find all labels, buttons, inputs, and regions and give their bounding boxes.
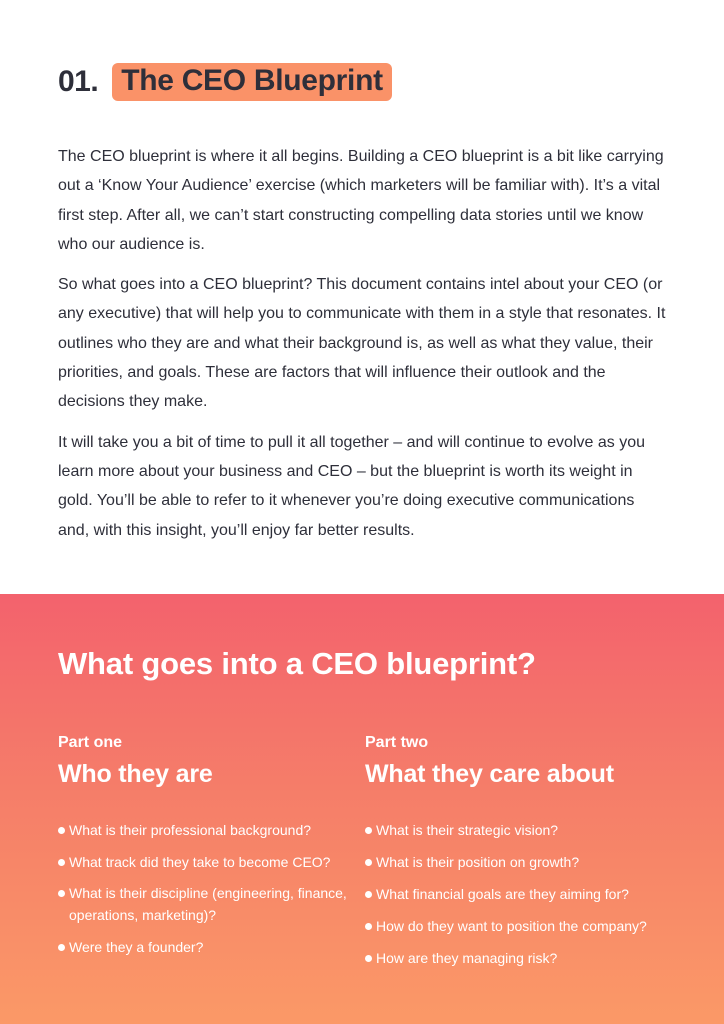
page-title: The CEO Blueprint [112, 63, 392, 101]
bullet-icon [365, 827, 372, 834]
bullet-icon [365, 859, 372, 866]
list-item [58, 936, 348, 958]
bullet-icon [58, 944, 65, 951]
bullet-icon [365, 955, 372, 962]
paragraph-2: So what goes into a CEO blueprint? This document contains intel about your CEO (or any executive) that will help you to communicate with them in a style that resonates. It outlines who they are and what their background is, as well as what they value, their priorities, and goals. These are factors that will influence their outlook and the decisions they make. [58, 276, 666, 411]
list-item [365, 947, 695, 969]
part-one-column [58, 732, 348, 967]
list-item-text: What is their discipline (engineering, finance, operations, marketing)? [69, 885, 347, 923]
list-item-text: What is their professional background? [69, 822, 312, 838]
list-item-text: How are they managing risk? [376, 950, 558, 966]
section-number: 01. [58, 65, 99, 98]
list-item-text: What financial goals are they aiming for? [376, 886, 629, 902]
bullet-icon [58, 890, 65, 897]
paragraph-1: The CEO blueprint is where it all begins. Building a CEO blueprint is a bit like carrying out a ‘Know Your Audience’ exercise (which marketers will be familiar with). It’s a vital first step. After all, we can’t start constructing compelling data stories until we know who our audience is. [58, 148, 664, 253]
part-two-column [365, 732, 695, 979]
list-item-text: Were they a founder? [69, 938, 204, 955]
paragraph-3: It will take you a bit of time to pull it all together – and will continue to evolve as you learn more about your business and CEO – but the blueprint is worth its weight in gold. You’ll be able to refer to it whenever you’re doing executive communications and, with this insight, you’ll enjoy far better results. [58, 433, 645, 539]
list-item [365, 915, 695, 937]
part-two-label: Part two [365, 734, 429, 751]
part-one-list [58, 819, 348, 958]
section-title: What goes into a CEO blueprint? [58, 646, 536, 681]
list-item [58, 882, 348, 926]
part-one-title: Who they are [58, 760, 213, 788]
list-item-text: How do they want to position the company? [376, 918, 647, 934]
part-one-label: Part one [58, 734, 123, 751]
bullet-icon [365, 891, 372, 898]
list-item [58, 851, 348, 873]
list-item [365, 851, 695, 873]
bullet-icon [365, 923, 372, 930]
bullet-icon [58, 827, 65, 834]
body-copy [58, 142, 668, 556]
list-item [365, 819, 695, 841]
list-item-text: What is their strategic vision? [376, 822, 559, 838]
list-item-text: What is their position on growth? [376, 854, 580, 870]
part-two-title: What they care about [365, 760, 614, 788]
bullet-icon [58, 859, 65, 866]
part-two-list [365, 819, 695, 969]
list-item [58, 819, 348, 841]
list-item-text: What track did they take to become CEO? [69, 853, 331, 870]
list-item [365, 883, 695, 905]
page-heading [58, 60, 392, 104]
blueprint-section [0, 594, 724, 1024]
